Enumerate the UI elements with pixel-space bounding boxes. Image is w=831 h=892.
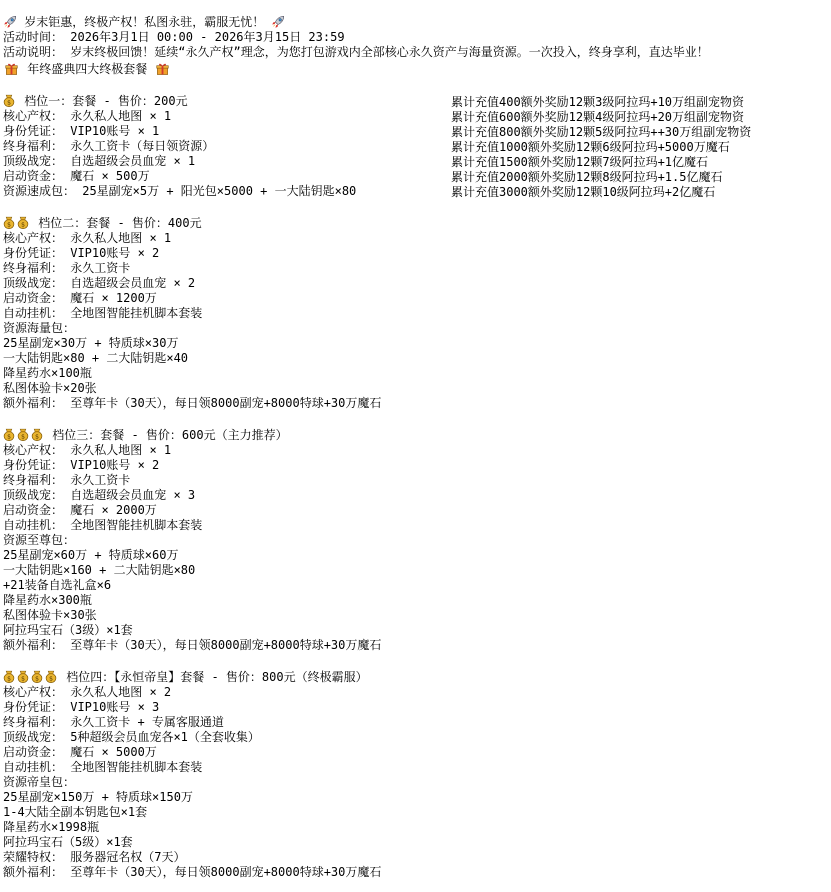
tier-1-item (3, 154, 195, 169)
tier-1-item (3, 109, 171, 124)
tier-item-text: 额外福利： 至尊年卡（30天），每日领8000副宠+8000特球+30万魔石 (3, 865, 382, 879)
tier-3-item (3, 563, 195, 578)
tier-item-text: 1-4大陆全副本钥匙包×1套 (3, 805, 148, 819)
tier-4-item (3, 865, 381, 880)
tier-2-item (3, 396, 381, 411)
tier-3-item (3, 533, 75, 548)
tier-3-item (3, 473, 130, 488)
recharge-reward-text: 累计充值800额外奖励12颗5级阿拉玛++30万组副宠物资 (451, 125, 752, 139)
tier-3-item (3, 503, 157, 518)
tier-item-text: 核心产权： 永久私人地图 × 1 (3, 231, 172, 245)
tier-item-text: 核心产权： 永久私人地图 × 1 (3, 109, 172, 123)
recharge-reward-item (451, 185, 715, 200)
gift-icon (5, 62, 18, 75)
tier-item-text: 降星药水×300瓶 (3, 593, 92, 607)
tier-item-text: 额外福利： 至尊年卡（30天），每日领8000副宠+8000特球+30万魔石 (3, 396, 382, 410)
tier-3-item (3, 488, 195, 503)
tier-item-text: 启动资金： 魔石 × 5000万 (3, 745, 157, 759)
recharge-reward-text: 累计充值400额外奖励12颗3级阿拉玛+10万组副宠物资 (451, 95, 745, 109)
tier-1-item (3, 139, 214, 154)
rocket-icon (271, 15, 285, 29)
tier-item-text: 资源速成包： 25星副宠×5万 + 阳光包×5000 + 一大陆钥匙×80 (3, 184, 357, 198)
recharge-reward-text: 累计充值1500额外奖励12颗7级阿拉玛+1亿魔石 (451, 155, 709, 169)
tier-item-text: 终身福利： 永久工资卡（每日领资源） (3, 139, 215, 153)
tier-2-item (3, 231, 171, 246)
money-bag-icon (3, 428, 15, 441)
tier-3-item (3, 458, 159, 473)
tier-2-item (3, 351, 188, 366)
tier-item-text: 一大陆钥匙×160 + 二大陆钥匙×80 (3, 563, 196, 577)
tier-4-item (3, 745, 157, 760)
tier-heading-text: 档位二：套餐 - 售价：400元 (38, 216, 202, 230)
section-title-text: 年终盛典四大终极套餐 (27, 62, 148, 76)
tier-3-item (3, 548, 178, 563)
recharge-reward-text: 累计充值3000额外奖励12颗10级阿拉玛+2亿魔石 (451, 185, 716, 199)
tier-item-text: 终身福利： 永久工资卡 (3, 261, 131, 275)
tier-item-text: 资源海量包： (3, 321, 76, 335)
tier-3-item (3, 518, 202, 533)
activity-time-label: 活动时间： (3, 30, 64, 44)
tier-2-item (3, 276, 195, 291)
tier-item-text: 身份凭证： VIP10账号 × 1 (3, 124, 160, 138)
tier-item-text: 顶级战宠： 自选超级会员血宠 × 1 (3, 154, 196, 168)
tier-4-item (3, 850, 185, 865)
tier-item-text: 核心产权： 永久私人地图 × 1 (3, 443, 172, 457)
tier-item-text: 核心产权： 永久私人地图 × 2 (3, 685, 172, 699)
tier-item-text: 阿拉玛宝石（5级）×1套 (3, 835, 133, 849)
tier-3-item (3, 443, 171, 458)
tier-item-text: 资源至尊包： (3, 533, 76, 547)
tier-item-text: 启动资金： 魔石 × 1200万 (3, 291, 157, 305)
tier-4-item (3, 715, 224, 730)
money-bag-icon (3, 216, 15, 229)
activity-desc-label: 活动说明： (3, 45, 64, 59)
tier-4-item (3, 790, 193, 805)
tier-item-text: 阿拉玛宝石（3级）×1套 (3, 623, 133, 637)
tier-2-item (3, 261, 130, 276)
tier-heading-4 (3, 670, 368, 685)
tier-1-item (3, 169, 150, 184)
section-title (3, 62, 171, 77)
tier-item-text: 启动资金： 魔石 × 500万 (3, 169, 150, 183)
tier-3-item (3, 623, 133, 638)
activity-time-value: 2026年3月1日 00:00 - 2026年3月15日 23:59 (70, 30, 345, 44)
tier-item-text: 顶级战宠： 自选超级会员血宠 × 2 (3, 276, 196, 290)
tier-item-text: 25星副宠×30万 + 特质球×30万 (3, 336, 179, 350)
tier-item-text: 降星药水×1998瓶 (3, 820, 100, 834)
money-bag-icon (17, 428, 29, 441)
tier-item-text: 资源帝皇包： (3, 775, 76, 789)
tier-heading-text: 档位三：套餐 - 售价：600元（主力推荐） (52, 428, 288, 442)
tier-item-text: 终身福利： 永久工资卡 (3, 473, 131, 487)
tier-heading-text: 档位一：套餐 - 售价：200元 (24, 94, 188, 108)
tier-item-text: 身份凭证： VIP10账号 × 3 (3, 700, 160, 714)
tier-2-item (3, 246, 159, 261)
tier-4-item (3, 700, 159, 715)
tier-2-item (3, 321, 75, 336)
recharge-reward-text: 累计充值600额外奖励12颗4级阿拉玛+20万组副宠物资 (451, 110, 745, 124)
money-bag-icon (3, 670, 15, 683)
tier-3-item (3, 593, 92, 608)
recharge-reward-item (451, 110, 744, 125)
tier-item-text: 25星副宠×150万 + 特质球×150万 (3, 790, 193, 804)
money-bag-icon (3, 94, 15, 107)
tier-4-item (3, 820, 99, 835)
tier-item-text: 身份凭证： VIP10账号 × 2 (3, 246, 160, 260)
recharge-reward-item (451, 170, 722, 185)
tier-4-item (3, 760, 202, 775)
tier-item-text: 额外福利： 至尊年卡（30天），每日领8000副宠+8000特球+30万魔石 (3, 638, 382, 652)
tier-item-text: 自动挂机： 全地图智能挂机脚本套装 (3, 760, 203, 774)
tier-item-text: 一大陆钥匙×80 + 二大陆钥匙×40 (3, 351, 189, 365)
tier-heading-2 (3, 216, 202, 231)
tier-4-item (3, 835, 133, 850)
recharge-reward-item (451, 95, 744, 110)
recharge-reward-text: 累计充值1000额外奖励12颗6级阿拉玛+5000万魔石 (451, 140, 730, 154)
tier-3-item (3, 608, 97, 623)
tier-heading-1 (3, 94, 188, 109)
activity-description (3, 45, 709, 60)
tier-item-text: 自动挂机： 全地图智能挂机脚本套装 (3, 518, 203, 532)
tier-item-text: 顶级战宠： 5种超级会员血宠各×1（全套收集） (3, 730, 260, 744)
tier-item-text: 顶级战宠： 自选超级会员血宠 × 3 (3, 488, 196, 502)
tier-1-item (3, 184, 356, 199)
tier-item-text: 启动资金： 魔石 × 2000万 (3, 503, 157, 517)
title-text: 岁末钜惠，终极产权！私图永驻，霸服无忧！ (24, 15, 265, 29)
money-bag-icon (45, 670, 57, 683)
money-bag-icon (31, 428, 43, 441)
tier-heading-3 (3, 428, 288, 443)
tier-3-item (3, 578, 111, 593)
tier-2-item (3, 336, 178, 351)
tier-item-text: 25星副宠×60万 + 特质球×60万 (3, 548, 179, 562)
tier-2-item (3, 366, 92, 381)
activity-desc-value: 岁末终极回馈！延续“永久产权”理念，为您打包游戏内全部核心永久资产与海量资源。一次投入，终身享利，直达毕业！ (70, 45, 709, 59)
tier-4-item (3, 730, 260, 745)
recharge-reward-text: 累计充值2000额外奖励12颗8级阿拉玛+1.5亿魔石 (451, 170, 723, 184)
tier-2-item (3, 306, 202, 321)
tier-3-item (3, 638, 381, 653)
money-bag-icon (31, 670, 43, 683)
tier-item-text: 私图体验卡×30张 (3, 608, 97, 622)
recharge-reward-item (451, 155, 708, 170)
tier-1-item (3, 124, 159, 139)
tier-4-item (3, 775, 75, 790)
tier-item-text: 自动挂机： 全地图智能挂机脚本套装 (3, 306, 203, 320)
activity-time (3, 30, 345, 45)
money-bag-icon (17, 216, 29, 229)
tier-2-item (3, 291, 157, 306)
tier-item-text: 终身福利： 永久工资卡 + 专属客服通道 (3, 715, 224, 729)
recharge-reward-item (451, 125, 751, 140)
rocket-icon (3, 15, 17, 29)
tier-4-item (3, 685, 171, 700)
title-line (3, 15, 285, 30)
tier-heading-text: 档位四：【永恒帝皇】套餐 - 售价：800元（终极霸服） (66, 670, 368, 684)
tier-4-item (3, 805, 147, 820)
tier-item-text: 身份凭证： VIP10账号 × 2 (3, 458, 160, 472)
gift-icon (156, 62, 169, 75)
money-bag-icon (17, 670, 29, 683)
tier-item-text: 降星药水×100瓶 (3, 366, 92, 380)
tier-item-text: +21装备自选礼盒×6 (3, 578, 112, 592)
tier-item-text: 私图体验卡×20张 (3, 381, 97, 395)
tier-item-text: 荣耀特权： 服务器冠名权（7天） (3, 850, 186, 864)
tier-2-item (3, 381, 97, 396)
recharge-reward-item (451, 140, 730, 155)
